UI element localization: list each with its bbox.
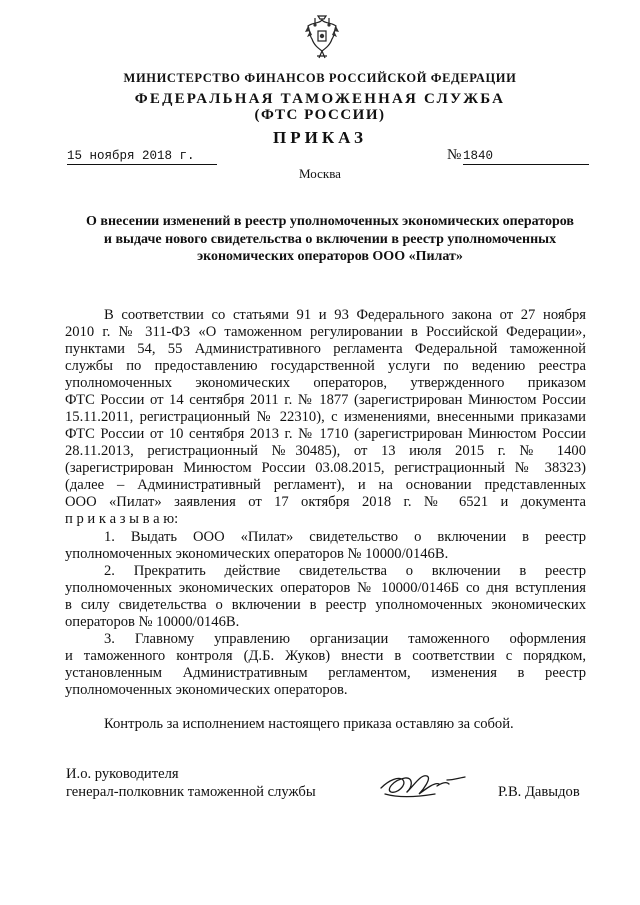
order-subject [60,213,600,266]
control-clause: Контроль за исполнением настоящего приказа оставляю за собой. [104,716,514,732]
signer-name: Р.В. Давыдов [498,784,580,800]
body-line: 2010 г. № 311-ФЗ «О таможенном регулировании в Российской Федерации», [65,324,586,340]
state-emblem-icon [303,14,341,60]
order-item-3: 3. Главному управлению организации таможенного оформления [104,631,586,647]
body-line: пунктами 54, 55 Административного регламента Федеральной таможенной [65,341,586,357]
signer-rank: генерал-полковник таможенной службы [66,784,316,800]
body-line: и таможенного контроля (Д.Б. Жуков) внести в соответствии с порядком, [65,648,586,664]
service-short-name: (ФТС РОССИИ) [254,107,386,123]
handwritten-signature [377,768,472,802]
body-line: ФТС России от 10 сентября 2013 г. № 1710 (зарегистрирован Минюстом России [65,426,586,442]
body-line: ООО «Пилат» заявления от 17 октября 2018 г. № 6521 и документа [65,494,586,510]
body-line: уполномоченных экономических операторов, утвержденного приказом [65,375,586,391]
body-line: уполномоченных экономических операторов. [65,682,348,698]
body-line: 28.11.2013, регистрационный №30485), от 13 июля 2015 г. № 1400 [65,443,586,459]
order-item-1: 1. Выдать ООО «Пилат» свидетельство о включении в реестр [104,529,586,545]
body-line: уполномоченных экономических операторов № 10000/0146Б со дня вступления [65,580,586,596]
body-line: В соответствии со статьями 91 и 93 Федерального закона от 27 ноября [104,307,586,323]
service-name: ФЕДЕРАЛЬНАЯ ТАМОЖЕННАЯ СЛУЖБА [134,91,506,107]
body-line: службы по предоставлению государственной услуги по ведению реестра [65,358,586,374]
body-line: установленным Административным регламентом, изменения в реестр [65,665,586,681]
order-item-2: 2. Прекратить действие свидетельства о включении в реестр [104,563,586,579]
body-line: (зарегистрирован Минюстом России 03.08.2015, регистрационный № 38323) [65,460,586,476]
order-city: Москва [299,166,341,181]
order-date: 15 ноября 2018 г. [67,148,217,165]
subject-line: экономических операторов ООО «Пилат» [197,249,463,264]
body-line: (далее – Административный регламент), и на основании представленных [65,477,586,493]
document-type: ПРИКАЗ [273,128,367,147]
ministry-name: МИНИСТЕРСТВО ФИНАНСОВ РОССИЙСКОЙ ФЕДЕРАЦИИ [123,71,517,85]
order-verb: п р и к а з ы в а ю: [65,511,179,527]
signer-role: И.о. руководителя [66,766,179,782]
body-line: 15.11.2011, регистрационный № 22310), с изменениями, внесенными приказами [65,409,586,425]
body-line: в силу свидетельства о включении в реестр уполномоченных экономических [65,597,586,613]
body-line: операторов № 10000/0146В. [65,614,240,630]
body-line: уполномоченных экономических операторов № 10000/0146В. [65,546,449,562]
subject-line: и выдаче нового свидетельства о включении в реестр уполномоченных [103,231,557,247]
order-number-sign: № [447,147,462,163]
body-line: ФТС России от 14 сентября 2011 г. № 1877 (зарегистрирован Минюстом России [65,392,586,408]
subject-line: О внесении изменений в реестр уполномоченных экономических операторов [86,214,574,229]
order-number: 1840 [463,148,589,165]
